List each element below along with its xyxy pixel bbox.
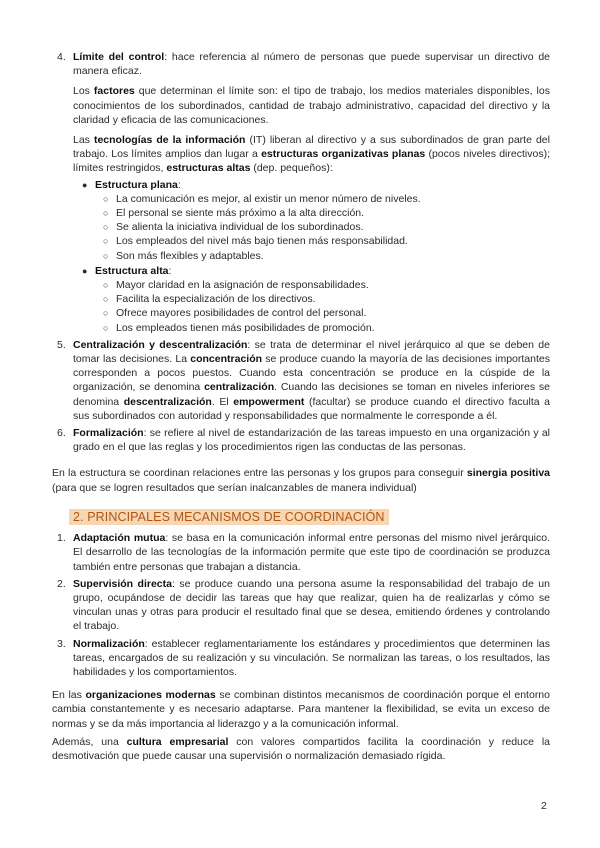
cultura-term: cultura empresarial: [126, 735, 229, 748]
factores-term: factores: [93, 85, 135, 98]
tecnologias-paragraph: Las tecnologías de la información (IT) liberan al directivo y a sus subordinados de gran parte del trabajo. Los límites amplios dan lugar a estructuras organizativas planas (pocos niveles directivos); límites restringidos, estructuras altas (dep. pequeños):: [73, 134, 550, 175]
item-number: 1.: [57, 532, 66, 545]
bullet-estructura-alta: ● Estructura alta:: [82, 264, 172, 277]
document-page: [52, 50, 550, 763]
circle-bullet-icon: ○: [103, 294, 109, 305]
item-number: 4.: [57, 51, 66, 63]
item-title: Límite del control: [73, 51, 165, 63]
circle-bullet-icon: ○: [103, 250, 109, 261]
item-number: 3.: [57, 637, 66, 650]
circle-bullet-icon: ○: [103, 322, 109, 333]
section-heading-wrapper: [52, 509, 550, 525]
list-item: ○ Son más flexibles y adaptables.: [103, 249, 264, 262]
cultura-paragraph: Además, una cultura empresarial con valores compartidos facilita la coordinación y reduce la desmotivación que puede causar una supervisión o normalización demasiado rígida.: [52, 735, 550, 762]
list-item-formalizacion: 6. Formalización: se refiere al nivel de estandarización de las tareas impuesto en una organización y al grado en el que las reglas y los procedimientos rigen las conductas de las personas.: [57, 427, 550, 454]
list-item-supervision: 2. Supervisión directa: se produce cuando una persona asume la responsabilidad del trabajo de un grupo, ocupándose de decidir las tareas que hay que realizar, quien ha de realizarlas y cómo se vinculan unas y otras para producir el resultado final que se desea, emitiendo órdenes y controlando el trabajo.: [57, 577, 550, 633]
list-item-centralizacion: 5. Centralización y descentralización: se trata de determinar el nivel jerárquico al que se deben de tomar las decisiones. La concentración se produce cuando la mayoría de las decisiones importantes corresponden a pocos puestos. Cuando esta concentración se produce en la cúspide de la organización, se denomina centralización. Cuando las decisiones se toman en niveles inferiores se denomina descentralización. El empowerment (facultar) se produce cuando el directivo faculta a sus subordinados con autoridad y responsabilidades que normalmente le corresponde a él.: [57, 338, 550, 422]
bullet-estructura-plana: ● Estructura plana:: [82, 178, 181, 191]
item-title: Adaptación mutua: [73, 532, 166, 545]
altas-term: estructuras altas: [166, 162, 251, 175]
list-item: ○ Se alienta la iniciativa individual de los subordinados.: [103, 221, 364, 234]
list-item-adaptacion: 1. Adaptación mutua: se basa en la comunicación informal entre personas del mismo nivel jerárquico. El desarrollo de las tecnologías de la información permite que este tipo de coordinación se produzca también entre personas que trabajan a distancia.: [57, 532, 550, 573]
planas-term: estructuras organizativas planas: [261, 148, 426, 161]
item-title: Normalización: [73, 637, 145, 650]
circle-bullet-icon: ○: [103, 222, 109, 233]
list-item: ○ El personal se siente más próximo a la alta dirección.: [103, 207, 365, 220]
sinergia-term: sinergia positiva: [466, 467, 550, 480]
item-title: Formalización: [73, 427, 144, 440]
item-number: 2.: [57, 577, 66, 590]
circle-bullet-icon: ○: [103, 236, 109, 247]
modernas-term: organizaciones modernas: [85, 689, 216, 702]
circle-bullet-icon: ○: [103, 280, 109, 291]
item-title: Supervisión directa: [73, 577, 172, 590]
list-item: ○ La comunicación es mejor, al existir un menor número de niveles.: [103, 192, 421, 205]
list-item: ○ Ofrece mayores posibilidades de control del personal.: [103, 307, 367, 320]
circle-bullet-icon: ○: [103, 308, 109, 319]
list-item: ○ Los empleados del nivel más bajo tienen más responsabilidad.: [103, 235, 408, 248]
tecnologias-term: tecnologías de la información: [93, 134, 246, 147]
item-text: : hace referencia al número de personas que puede supervisar un directivo de manera eficaz.: [73, 51, 550, 78]
list-item: ○ Los empleados tienen más posibilidades de promoción.: [103, 321, 375, 334]
list-item-limite-control: [52, 50, 550, 78]
section-heading: 2. PRINCIPALES MECANISMOS DE COORDINACIÓN: [69, 509, 389, 525]
item-number: 6.: [57, 427, 66, 440]
sinergia-paragraph: En la estructura se coordinan relaciones entre las personas y los grupos para conseguir sinergia positiva (para que se logren resultados que serían inalcanzables de manera individual): [52, 467, 550, 494]
factores-paragraph: Los factores que determinan el límite son: el tipo de trabajo, los medios materiales disponibles, los conocimientos de los subordinados, cantidad de trabajo administrativo, capacidad del directivo y la claridad y eficacia de las comunicaciones.: [73, 85, 550, 126]
list-item-normalizacion: 3. Normalización: establecer reglamentariamente los estándares y procedimientos que determinen las tareas, encargados de su realización y su vinculación. Se normalizan las tareas, o los resultados, las habilidades y los comportamientos.: [57, 637, 550, 678]
item-title: Centralización y descentralización: [73, 338, 248, 351]
item-number: 5.: [57, 338, 66, 351]
bullet-dot-icon: ●: [82, 179, 88, 190]
circle-bullet-icon: ○: [103, 193, 109, 204]
list-item: ○ Facilita la especialización de los directivos.: [103, 293, 316, 306]
bullet-dot-icon: ●: [82, 265, 88, 276]
modernas-paragraph: En las organizaciones modernas se combinan distintos mecanismos de coordinación porque el entorno cambia constantemente y es necesario adaptarse. Para mantener la flexibilidad, se evita un exceso de normas y se da más importancia al liderazgo y a la comunicación informal.: [52, 689, 550, 730]
circle-bullet-icon: ○: [103, 208, 109, 219]
list-item: ○ Mayor claridad en la asignación de responsabilidades.: [103, 279, 369, 292]
page-number: 2: [541, 800, 547, 812]
